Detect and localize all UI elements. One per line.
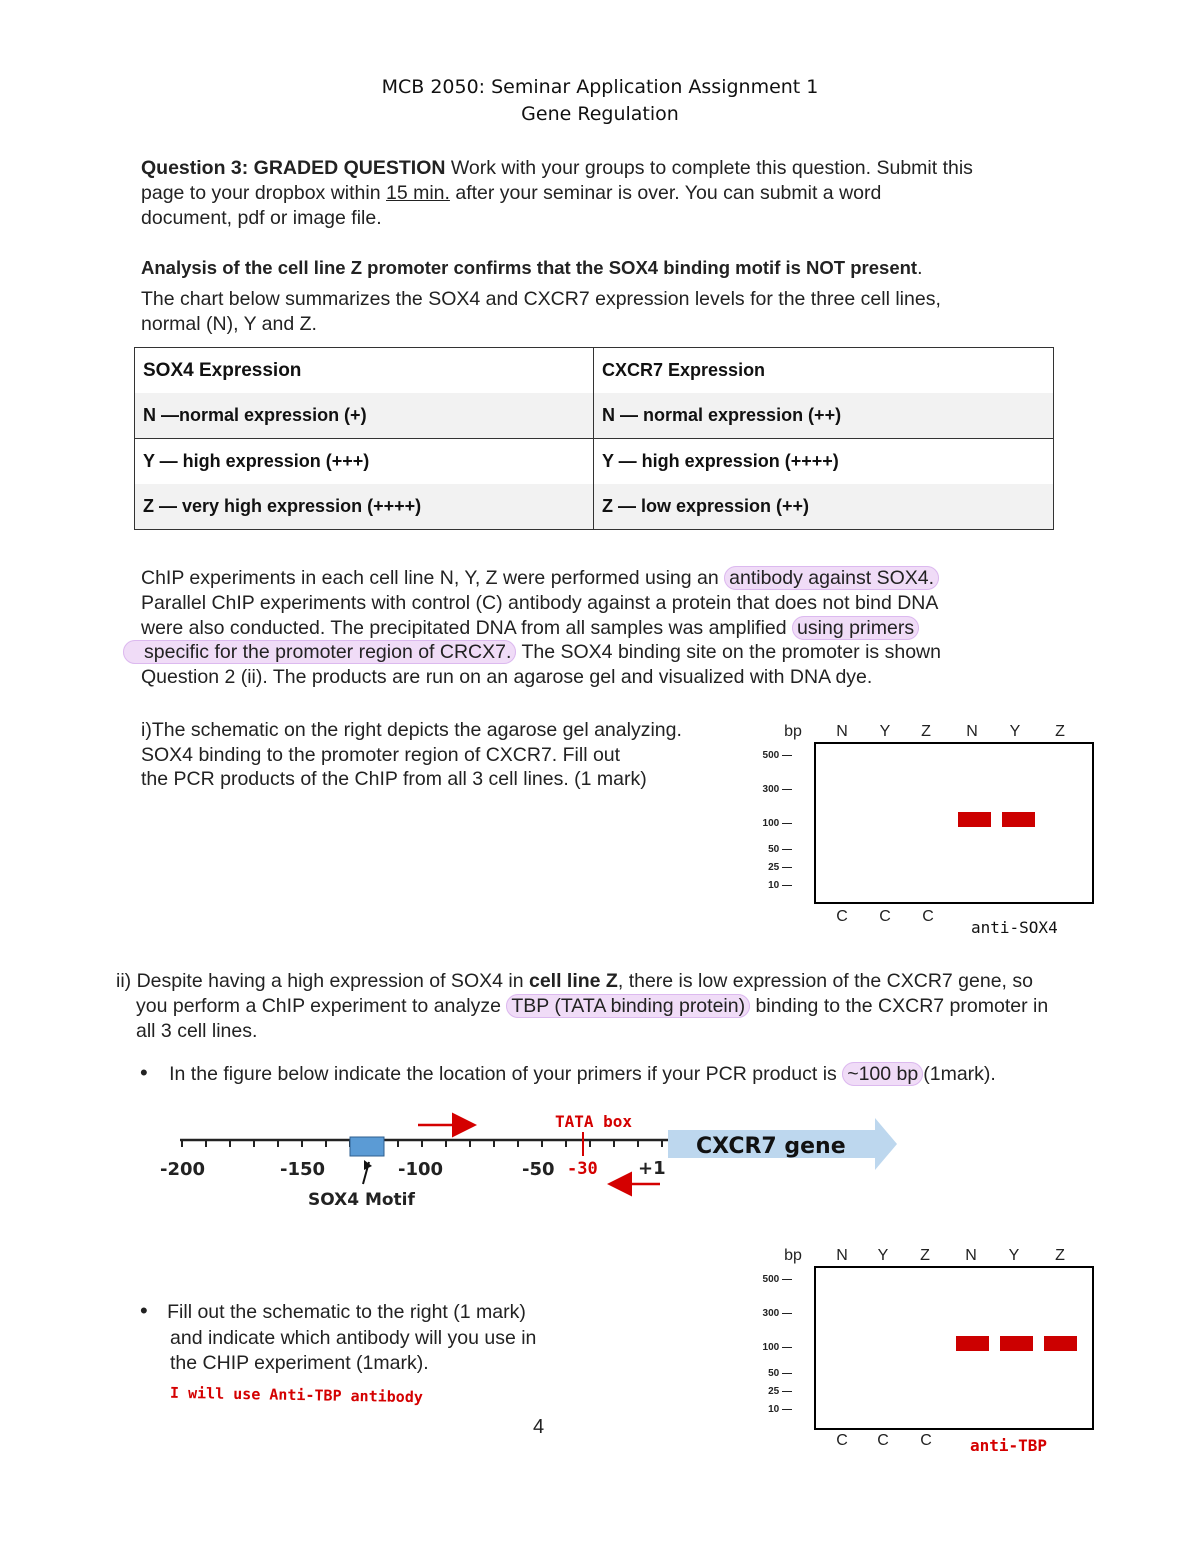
antibody-label: anti-SOX4 (971, 918, 1058, 937)
lane-label: Y (1009, 723, 1021, 740)
ladder-label: 25 — (768, 862, 792, 873)
ladder-label: 300 — (762, 1308, 792, 1319)
expression-table (134, 347, 1054, 530)
analysis-summary-2: normal (N), Y and Z. (141, 313, 317, 335)
chip-line-5: Question 2 (ii). The products are run on an agarose gel and visualized with DNA dye. (141, 666, 873, 689)
analysis-period: . (917, 257, 923, 279)
table-header-row (135, 348, 1054, 394)
part-i-line-2: SOX4 binding to the promoter region of CXCR7. Fill out (141, 743, 621, 766)
highlight-promoter: specific for the promoter region of CRCX7. (123, 640, 516, 664)
position-label: +1 (638, 1158, 666, 1179)
ladder-label: 50 — (768, 1368, 792, 1379)
position-label: -100 (398, 1159, 444, 1180)
question3-text-3: document, pdf or image file. (141, 207, 382, 229)
lane-label: Y (877, 1247, 889, 1264)
lane-label: N (836, 1247, 848, 1264)
bullet-2-line-1: Fill out the schematic to the right (1 mark) (167, 1301, 526, 1323)
question3-label: Question 3: GRADED QUESTION (141, 157, 446, 179)
control-lane-label: C (922, 908, 934, 925)
axis-ticks (180, 1140, 668, 1147)
ladder-label: 25 — (768, 1386, 792, 1397)
time-limit: 15 min. (386, 182, 450, 204)
table-row (135, 393, 1054, 439)
sox4-motif-box (350, 1137, 384, 1156)
bullet-icon: • (140, 1060, 148, 1085)
header-cxcr7: CXCR7 Expression (594, 348, 1054, 394)
gel-band (1000, 1336, 1033, 1351)
highlight-antibody: antibody against SOX4. (724, 566, 939, 590)
ladder-label: 10 — (768, 1404, 792, 1415)
table-cell: Y — high expression (+++) (135, 439, 594, 485)
lane-label: N (836, 723, 848, 740)
part-ii-line-3: all 3 cell lines. (136, 1020, 258, 1042)
bullet-2 (140, 1298, 600, 1377)
question3-text-2a: page to your dropbox within (141, 182, 381, 204)
table-row (135, 439, 1054, 485)
bullet-1-text-b: (1mark). (923, 1063, 996, 1085)
part-ii-paragraph (116, 969, 1176, 1044)
handwritten-answer: I will use Anti-TBP antibody (169, 1383, 424, 1407)
chip-line-2: Parallel ChIP experiments with control (C) antibody against a protein that does not bind DNA (141, 591, 939, 614)
bullet-2-line-3: the CHIP experiment (1mark). (170, 1352, 429, 1374)
bullet-1-text: In the figure below indicate the location of your primers if your PCR product is (169, 1063, 837, 1085)
gel-band (958, 812, 991, 827)
control-lane-label: C (836, 1432, 848, 1449)
question3-paragraph (141, 156, 1101, 231)
control-lane-label: C (877, 1432, 889, 1449)
header-sox4: SOX4 Expression (135, 348, 594, 394)
lane-label: Y (879, 723, 891, 740)
bullet-2-line-2: and indicate which antibody will you use in (170, 1326, 537, 1349)
bullet-icon: • (140, 1298, 148, 1323)
ladder-label: 100 — (762, 818, 792, 829)
table-cell: Y — high expression (++++) (594, 439, 1054, 485)
gel-band (1044, 1336, 1077, 1351)
question3-text-2b: after your seminar is over. You can submit a word (455, 182, 882, 204)
document-title: MCB 2050: Seminar Application Assignment 1 (381, 76, 819, 98)
gel-2 (760, 1242, 1100, 1467)
tata-label: TATA box (555, 1112, 633, 1131)
bullet-1 (140, 1060, 1140, 1087)
ladder-label: 300 — (762, 784, 792, 795)
chip-line-1: ChIP experiments in each cell line N, Y, Z were performed using an (141, 567, 719, 589)
gel-2-frame (814, 1266, 1094, 1430)
table-cell: Z — very high expression (++++) (135, 484, 594, 530)
question3-text-1: Work with your groups to complete this question. Submit this (450, 157, 973, 179)
part-ii-line-2a: you perform a ChIP experiment to analyze (136, 995, 501, 1017)
position-label: -200 (160, 1159, 206, 1180)
highlight-primers: using primers (792, 616, 919, 640)
highlight-tbp: TBP (TATA binding protein) (506, 994, 750, 1018)
ladder-label: 100 — (762, 1342, 792, 1353)
antibody-label: anti-TBP (970, 1436, 1048, 1455)
part-ii-line-1b: , there is low expression of the CXCR7 gene, so (617, 970, 1033, 992)
gene-label: CXCR7 gene (696, 1134, 846, 1159)
document-subtitle: Gene Regulation (521, 103, 679, 125)
chip-paragraph (141, 566, 1141, 690)
analysis-summary-1: The chart below summarizes the SOX4 and CXCR7 expression levels for the three cell lines, (141, 288, 941, 310)
tata-position: -30 (567, 1159, 598, 1179)
ladder-label: 500 — (762, 750, 792, 761)
analysis-paragraph (141, 255, 1101, 337)
gel-1 (760, 718, 1100, 938)
part-i-paragraph (141, 718, 761, 792)
page-number: 4 (533, 1416, 545, 1438)
lane-label: Z (1055, 723, 1065, 740)
control-lane-label: C (836, 908, 848, 925)
control-lane-label: C (879, 908, 891, 925)
bp-label: bp (784, 723, 802, 740)
motif-label: SOX4 Motif (308, 1190, 415, 1210)
part-i-line-3: the PCR products of the ChIP from all 3 cell lines. (1 mark) (141, 768, 647, 790)
gel-band (1002, 812, 1035, 827)
lane-label: Z (921, 723, 931, 740)
highlight-100bp: ~100 bp (842, 1062, 923, 1086)
gel-1-frame (814, 742, 1094, 904)
ladder-label: 10 — (768, 880, 792, 891)
table-cell: N —normal expression (+) (135, 393, 594, 439)
lane-label: N (965, 1247, 977, 1264)
position-label: -50 (522, 1159, 555, 1180)
table-cell: N — normal expression (++) (594, 393, 1054, 439)
ladder-label: 50 — (768, 844, 792, 855)
gel-band (956, 1336, 989, 1351)
bp-label: bp (784, 1247, 802, 1264)
table-row (135, 484, 1054, 530)
analysis-bold-line: Analysis of the cell line Z promoter confirms that the SOX4 binding motif is NOT present (141, 257, 918, 278)
lane-label: Z (1055, 1247, 1065, 1264)
lane-label: N (966, 723, 978, 740)
lane-label: Y (1008, 1247, 1020, 1264)
part-ii-line-2b: binding to the CXCR7 promoter in (755, 995, 1049, 1017)
chip-line-3: were also conducted. The precipitated DNA from all samples was amplified (141, 616, 787, 639)
part-i-line-1: i)The schematic on the right depicts the agarose gel analyzing. (141, 719, 682, 741)
control-lane-label: C (920, 1432, 932, 1449)
table-cell: Z — low expression (++) (594, 484, 1054, 530)
chip-line-4: The SOX4 binding site on the promoter is shown (521, 641, 941, 664)
promoter-figure (150, 1100, 910, 1220)
cell-line-z: cell line Z (528, 970, 618, 992)
position-label: -150 (280, 1159, 326, 1180)
part-ii-line-1a: ii) Despite having a high expression of SOX4 in (116, 970, 524, 992)
lane-label: Z (920, 1247, 930, 1264)
ladder-label: 500 — (762, 1274, 792, 1285)
